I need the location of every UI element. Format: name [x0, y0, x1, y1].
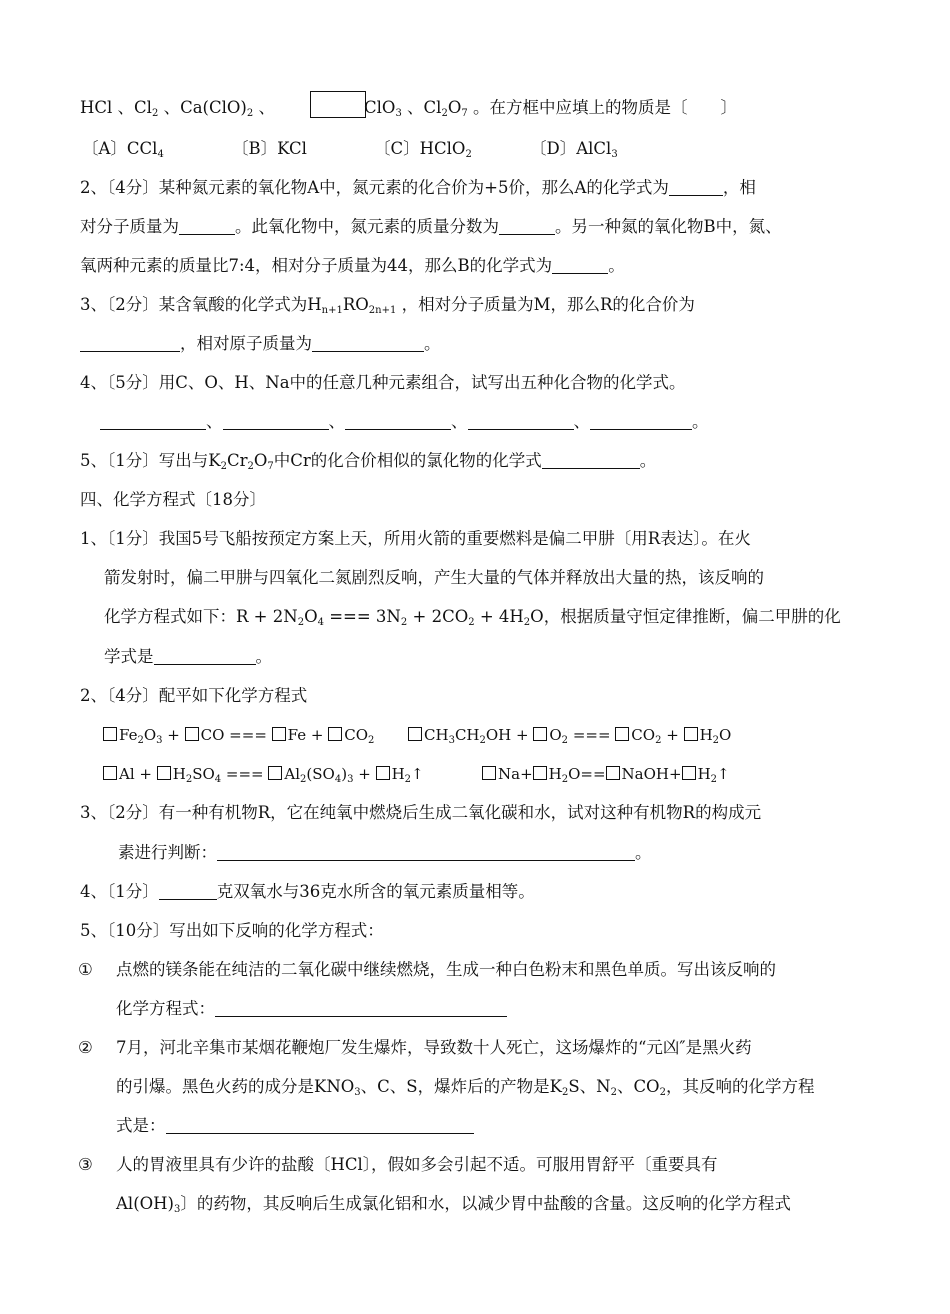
answer-blank[interactable] [552, 257, 608, 274]
q2-text: 对分子质量为 [80, 217, 179, 236]
s4q1-line2: 箭发射时，偏二甲肼与四氧化二氮剧烈反响，产生大量的气体并释放出大量的热，该反响的 [104, 568, 764, 587]
eq-text: Fe [119, 726, 138, 744]
subscript: n+1 [321, 305, 343, 316]
q2-line3 [80, 255, 625, 277]
coef-box[interactable] [482, 766, 496, 780]
option-a [82, 138, 164, 160]
q2-text: 。此氧化物中，氮元素的质量分数为 [235, 217, 499, 236]
text: 学式是 [104, 647, 154, 666]
period: 。 [692, 412, 709, 431]
coef-box[interactable] [606, 766, 620, 780]
coef-box[interactable] [268, 766, 282, 780]
subscript: 7 [461, 108, 468, 119]
answer-blank[interactable] [468, 413, 574, 430]
text: ，其反响的化学方程 [665, 1077, 815, 1096]
up-arrow-icon: ↑ [717, 765, 730, 783]
eq-text: H [548, 765, 562, 783]
s4q3-line1: 3、〔2分〕有一种有机物R，它在纯氧中燃烧后生成二氧化碳和水，试对这种有机物R的构成元 [80, 803, 762, 822]
coef-box[interactable] [615, 727, 629, 741]
q4-blanks [100, 411, 709, 433]
separator: 、 [206, 412, 223, 431]
section-heading: 四、化学方程式〔18分〕 [80, 490, 266, 509]
q2-line2 [80, 216, 782, 238]
subscript: 2 [468, 617, 475, 628]
text: 克双氧水与36克水所含的氧元素质量相等。 [216, 882, 535, 901]
item2-line1: 7月，河北辛集市某烟花鞭炮厂发生爆炸，导致数十人死亡，这场爆炸的“元凶″是黑火药 [116, 1038, 752, 1057]
option-label: 〔D〕AlCl [530, 139, 612, 158]
eq-text: + [661, 726, 684, 744]
equation-3 [103, 763, 424, 785]
separator: 、 [451, 412, 468, 431]
eq-text: (SO [306, 765, 335, 783]
subscript: 2 [610, 1087, 617, 1098]
text: 式是： [116, 1116, 166, 1135]
text: 化学方程式： [116, 999, 215, 1018]
item2-line3 [116, 1115, 474, 1137]
subscript: 2 [561, 1087, 569, 1098]
coef-box[interactable] [533, 727, 547, 741]
q3-line1 [80, 294, 695, 316]
subscript: 2 [400, 617, 408, 628]
eq-text: === [568, 726, 616, 744]
q3-text: ，相对原子质量为 [180, 334, 312, 353]
s4q5-title: 5、〔10分〕写出如下反响的化学方程式： [80, 921, 384, 940]
coef-box[interactable] [408, 727, 422, 741]
text: Al(OH) [116, 1194, 174, 1213]
subscript: 3 [395, 108, 402, 119]
eq-text: O [304, 607, 318, 626]
answer-blank[interactable] [223, 413, 329, 430]
q3-text: ，相对分子质量为M，那么R的化合价为 [396, 295, 695, 314]
equation-2 [408, 724, 731, 746]
subscript: 2 [368, 735, 375, 746]
s4q1-line1: 1、〔1分〕我国5号飞船按预定方案上天，所用火箭的重要燃料是偏二甲肼〔用R表达〕。在火 [80, 529, 751, 548]
q3-text: 。 [424, 334, 441, 353]
eq-text: Al [284, 765, 301, 783]
answer-blank[interactable] [345, 413, 451, 430]
item-number: ① [78, 960, 93, 979]
subscript: 4 [334, 774, 342, 785]
item2-line2 [116, 1076, 814, 1098]
option-label: 〔B〕KCl [232, 139, 307, 158]
subscript: 3 [347, 774, 354, 785]
coef-box[interactable] [272, 727, 286, 741]
q1-seg: HCl 、Cl [80, 98, 152, 117]
subscript: 2 [712, 735, 720, 746]
s4q1-line4 [104, 646, 272, 668]
separator: 、 [328, 412, 345, 431]
answer-blank[interactable] [159, 883, 217, 900]
subscript: 2 [659, 1087, 666, 1098]
subscript: 2 [404, 774, 412, 785]
q1-seg: 、Cl [401, 98, 442, 117]
coef-box[interactable] [682, 766, 696, 780]
text: 4、〔1分〕 [80, 882, 159, 901]
s4q4-line [80, 881, 535, 903]
q2-line1 [80, 177, 756, 199]
eq-text: 化学方程式如下：R + 2N [104, 607, 298, 626]
subscript: 3 [173, 1204, 181, 1215]
coef-box[interactable] [103, 766, 117, 780]
coef-box[interactable] [157, 766, 171, 780]
q3-line2 [80, 333, 441, 355]
item3-line2 [116, 1193, 791, 1215]
answer-blank[interactable] [312, 335, 424, 352]
subscript: 2 [479, 735, 486, 746]
eq-text: O [549, 726, 562, 744]
coef-box[interactable] [103, 727, 117, 741]
eq-text: O== [568, 765, 606, 783]
coef-box[interactable] [684, 727, 698, 741]
text: 。 [255, 647, 272, 666]
q1-seg: 、 [253, 98, 275, 117]
answer-blank[interactable] [499, 218, 555, 235]
answer-blank[interactable] [100, 413, 206, 430]
answer-box[interactable] [310, 91, 366, 118]
q5-text: 。 [639, 451, 657, 470]
eq-text: CH [424, 726, 449, 744]
eq-text: H [699, 726, 713, 744]
answer-blank[interactable] [669, 179, 723, 196]
eq-text: + 2CO [407, 607, 469, 626]
subscript: 7 [267, 461, 274, 472]
subscript: 2 [247, 461, 254, 472]
q4-line1: 4、〔5分〕用C、O、H、Na中的任意几种元素组合，试写出五种化合物的化学式。 [80, 373, 686, 392]
eq-text: O [143, 726, 157, 744]
eq-text: + [162, 726, 185, 744]
s4q3-line2 [118, 842, 652, 864]
q5-text: 中Cr的化合价相似的氯化物的化学式 [273, 451, 542, 470]
q1-seg: 。在方框中应填上的物质是〔 〕 [467, 98, 737, 117]
q2-text: 。另一种氮的氧化物B中，氮、 [555, 217, 782, 236]
eq-text: H [172, 765, 186, 783]
q1-seg: 、Ca(ClO) [158, 98, 247, 117]
item-number: ② [78, 1038, 93, 1057]
answer-blank[interactable] [542, 452, 640, 469]
q5-text: O [253, 451, 268, 470]
option-label: 〔A〕CCl [82, 139, 158, 158]
q2-text: ，相 [722, 178, 756, 197]
item1-line1: 点燃的镁条能在纯洁的二氧化碳中继续燃烧，生成一种白色粉末和黑色单质。写出该反响的 [116, 960, 776, 979]
subscript: 2 [561, 735, 569, 746]
subscript: 2 [220, 461, 227, 472]
q5-line [80, 450, 656, 472]
coef-box[interactable] [376, 766, 390, 780]
q1-text-after-box [364, 97, 737, 119]
option-d [530, 138, 618, 160]
option-c [374, 138, 472, 160]
option-label: 〔C〕HClO [374, 139, 466, 158]
answer-blank[interactable] [215, 1000, 507, 1017]
coef-box[interactable] [533, 766, 547, 780]
up-arrow-icon: ↑ [411, 765, 424, 783]
option-b [232, 138, 307, 160]
eq-text: ) [341, 765, 348, 783]
subscript: 4 [214, 774, 222, 785]
eq-text: NaOH+ [621, 765, 682, 783]
q2-text: 。 [608, 256, 625, 275]
subscript: 2 [297, 617, 305, 628]
text: 素进行判断： [118, 843, 217, 862]
eq-text: CH [454, 726, 480, 744]
q3-text: 3、〔2分〕某含氧酸的化学式为H [80, 295, 322, 314]
subscript: 2 [441, 108, 448, 119]
item-number: ③ [78, 1155, 93, 1174]
subscript: 2 [185, 774, 193, 785]
q5-text: Cr [226, 451, 248, 470]
answer-blank[interactable] [217, 844, 635, 861]
eq-text: CO === [200, 726, 272, 744]
q2-text: 2、〔4分〕某种氮元素的氧化物A中，氮元素的化合价为+5价，那么A的化学式为 [80, 178, 669, 197]
q2-text: 氧两种元素的质量比7:4，相对分子质量为44，那么B的化学式为 [80, 256, 553, 275]
q1-text [80, 97, 275, 119]
eq-text: === 3N [323, 607, 401, 626]
text: 、CO [616, 1077, 660, 1096]
coef-box[interactable] [328, 727, 342, 741]
q5-text: 5、〔1分〕写出与K [80, 451, 221, 470]
subscript: 3 [448, 735, 455, 746]
separator: 、 [573, 412, 590, 431]
answer-blank[interactable] [80, 335, 180, 352]
item3-line1: 人的胃液里具有少许的盐酸〔HCl〕，假如多会引起不适。可服用胃舒平〔重要具有 [116, 1155, 718, 1174]
eq-text: SO [192, 765, 215, 783]
text: 〕的药物，其反响后生成氯化铝和水，以减少胃中盐酸的含量。这反响的化学方程式 [180, 1194, 791, 1213]
eq-text: Na+ [498, 765, 533, 783]
q3-text: RO [342, 295, 369, 314]
subscript: 2n+1 [368, 305, 397, 316]
text: 、C、S，爆炸后的产物是K [360, 1077, 562, 1096]
q1-seg: O [447, 98, 462, 117]
subscript: 4 [317, 617, 324, 628]
subscript: 2 [246, 108, 254, 119]
eq-text: Fe + [287, 726, 329, 744]
equation-4 [482, 763, 730, 785]
subscript: 2 [655, 735, 662, 746]
eq-text: + [353, 765, 376, 783]
answer-blank[interactable] [154, 648, 256, 665]
answer-blank[interactable] [590, 413, 692, 430]
subscript: 2 [465, 149, 472, 160]
equation-1 [103, 724, 374, 746]
eq-text: Al + [119, 765, 157, 783]
eq-text: H [697, 765, 711, 783]
subscript: 3 [611, 149, 618, 160]
eq-text: O [719, 726, 732, 744]
s4q2-title: 2、〔4分〕配平如下化学方程式 [80, 686, 308, 705]
q1-seg: ClO [364, 98, 396, 117]
s4q1-line3 [104, 606, 841, 628]
item1-line2 [116, 998, 507, 1020]
answer-blank[interactable] [179, 218, 235, 235]
eq-text: === [221, 765, 269, 783]
eq-text: CO [344, 726, 369, 744]
eq-text: + 4H [474, 607, 524, 626]
subscript: 3 [354, 1087, 361, 1098]
subscript: 2 [300, 774, 307, 785]
subscript: 2 [523, 617, 531, 628]
eq-text: O，根据质量守恒定律推断，偏二甲肼的化 [530, 607, 841, 626]
text: 的引爆。黑色火药的成分是KNO [116, 1077, 355, 1096]
subscript: 2 [561, 774, 569, 785]
subscript: 4 [157, 149, 164, 160]
subscript: 2 [710, 774, 718, 785]
text: S、N [568, 1077, 611, 1096]
text: 。 [635, 843, 652, 862]
subscript: 2 [151, 108, 159, 119]
eq-text: H [391, 765, 405, 783]
coef-box[interactable] [185, 727, 199, 741]
eq-text: CO [631, 726, 656, 744]
subscript: 3 [156, 735, 163, 746]
eq-text: OH + [485, 726, 534, 744]
subscript: 2 [137, 735, 144, 746]
answer-blank[interactable] [166, 1117, 474, 1134]
